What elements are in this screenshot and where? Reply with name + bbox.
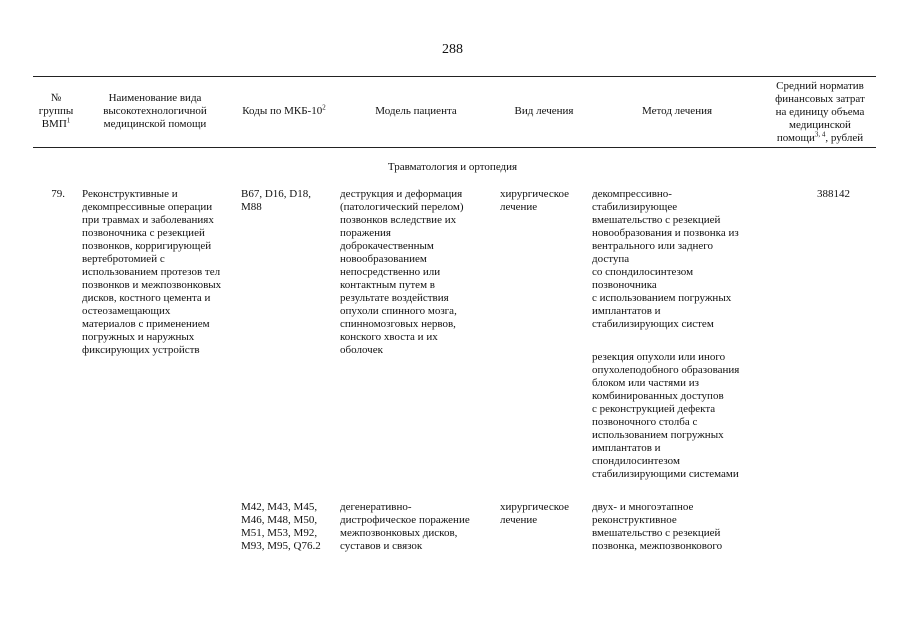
header-group-no-sup: 1	[66, 116, 71, 125]
header-group-no	[36, 92, 76, 131]
header-patient-model: Модель пациента	[375, 105, 457, 117]
section-title: Травматология и ортопедия	[387, 161, 518, 173]
row-group-no: 79.	[51, 188, 65, 200]
header-cost-norm	[764, 80, 876, 145]
header-icd-codes-text: Коды по МКБ-10	[242, 105, 323, 117]
page-number: 288	[442, 42, 463, 57]
header-cost-norm-text: Средний норматив финансовых затрат на единицу объема медицинской помощи	[775, 80, 865, 144]
row-treatment-method-1: двух- и многоэтапное реконструктивное вмешательство с резекцией позвонка, межпозвонкового	[592, 501, 723, 552]
row-treatment-type: хирургическое лечение	[500, 501, 570, 526]
header-treatment-type: Вид лечения	[514, 105, 574, 117]
row-cost-norm: 388142	[817, 188, 850, 200]
header-icd-codes-sup: 2	[322, 103, 326, 112]
row-treatment-method-1: декомпрессивно- стабилизирующее вмешательство с резекцией новообразования и позвонка из вентрального или заднего доступа со спондилосинтезом позвоночника с использованием погружных имплантатов и стабилизирующих систем	[592, 188, 739, 330]
header-icd-codes	[236, 105, 332, 118]
header-group-no-text: № группы ВМП	[38, 92, 74, 130]
row-icd-codes: M42, M43, M45, M46, M48, M50, M51, M53, M92, M93, M95, Q76.2	[241, 501, 321, 552]
header-care-name: Наименование вида высокотехнологичной медицинской помощи	[103, 92, 207, 130]
table-top-rule	[33, 76, 876, 77]
row-patient-model: деструкция и деформация (патологический перелом) позвонков вследствие их поражения доброкачественным новообразованием непосредственно или контактным путем в результате воздействия опухоли спинного мозга, спинномозговых нервов, конского хвоста и их оболочек	[340, 188, 464, 356]
table-header-bottom-rule	[33, 147, 876, 148]
header-cost-norm-tail: , рублей	[825, 132, 864, 144]
row-treatment-type: хирургическое лечение	[500, 188, 570, 213]
row-treatment-method-2: резекция опухоли или иного опухолеподобного образования блоком или частями из комбинированных доступов с реконструкцией дефекта позвоночного столба с использованием погружных имплантатов и спондилосинтезом стабилизирующими системами	[592, 351, 740, 480]
header-cost-norm-sup: 3, 4	[814, 130, 826, 139]
header-treatment-method: Метод лечения	[641, 105, 713, 117]
row-patient-model: дегенеративно- дистрофическое поражение межпозвонковых дисков, суставов и связок	[340, 501, 470, 552]
row-care-name: Реконструктивные и декомпрессивные операции при травмах и заболеваниях позвоночника с резекцией позвонков, корригирующей вертебротомией с использованием протезов тел позвонков и межпозвонковых дисков, костного цемента и остеозамещающих материалов с применением погружных и наружных фиксирующих устройств	[82, 188, 222, 356]
row-icd-codes: B67, D16, D18, M88	[241, 188, 311, 213]
